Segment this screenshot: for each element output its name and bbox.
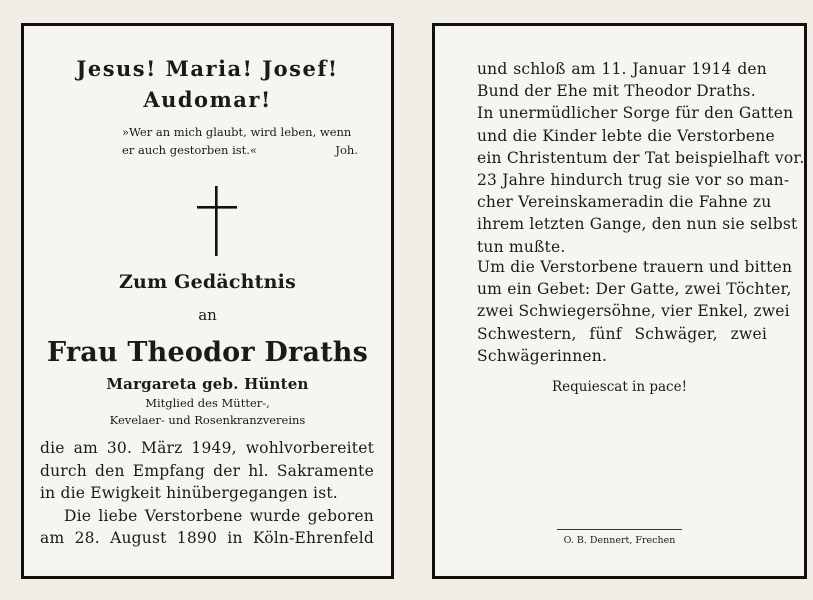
memorial-an: an (198, 306, 217, 324)
para2-line: zwei Schwiegersöhne, vier Enkel, zwei (477, 302, 790, 321)
para1-line: In unermüdlicher Sorge für den Gatten (477, 104, 794, 123)
cross-icon (196, 186, 238, 258)
para1-line: cher Vereinskameradin die Fahne zu (477, 193, 772, 212)
para1-line: 23 Jahre hindurch trug sie vor so man- (477, 171, 790, 190)
para2-line: um ein Gebet: Der Gatte, zwei Töchter, (477, 280, 792, 299)
para1-line: ihrem letzten Gange, den nun sie selbst (477, 215, 798, 234)
printer-credit: O. B. Dennert, Frechen (563, 535, 676, 546)
invocation-line-1: Jesus! Maria! Josef! (76, 56, 339, 81)
left-panel (21, 23, 394, 579)
membership-line-1: Mitglied des Mütter-, (145, 396, 270, 410)
memorial-heading: Zum Gedächtnis (118, 271, 296, 293)
birth-name: Margareta geb. Hünten (106, 375, 309, 393)
para1-line: und die Kinder lebte die Verstorbene (477, 126, 775, 145)
para1-line: ein Christentum der Tat beispielhaft vor. (477, 148, 805, 167)
invocation-line-2: Audomar! (143, 87, 272, 112)
quote-source: Joh. (335, 143, 358, 157)
quote-line-2: er auch gestorben ist.« (122, 143, 257, 157)
right-paragraph-2 (477, 256, 793, 367)
body-line: die am 30. März 1949, wohlvorbereitet (40, 439, 374, 457)
quote-line-1: »Wer an mich glaubt, wird leben, wenn (122, 125, 352, 139)
scripture-quote (122, 123, 366, 159)
quote-line-2-row (122, 141, 366, 159)
membership-line-2: Kevelaer- und Rosenkranzvereins (109, 413, 306, 427)
para1-line: Bund der Ehe mit Theodor Draths. (477, 82, 756, 101)
body-line: in die Ewigkeit hinübergegangen ist. (40, 484, 338, 502)
body-line: durch den Empfang der hl. Sakramente (40, 461, 374, 480)
left-body-text (40, 437, 374, 550)
right-paragraph-1 (477, 58, 805, 258)
requiescat-text: Requiescat in pace! (551, 379, 688, 395)
para2-line: Schwestern, fünf Schwäger, zwei (477, 324, 767, 343)
para1-line: und schloß am 11. Januar 1914 den (477, 60, 767, 78)
body-line: am 28. August 1890 in Köln-Ehrenfeld (40, 529, 374, 547)
right-panel (432, 23, 807, 579)
printer-divider (557, 529, 682, 530)
para2-line: Um die Verstorbene trauern und bitten (477, 258, 793, 276)
para1-line: tun mußte. (477, 237, 566, 256)
body-line: Die liebe Verstorbene wurde geboren (64, 506, 374, 525)
para2-line: Schwägerinnen. (477, 346, 608, 365)
deceased-name: Frau Theodor Draths (46, 337, 369, 368)
